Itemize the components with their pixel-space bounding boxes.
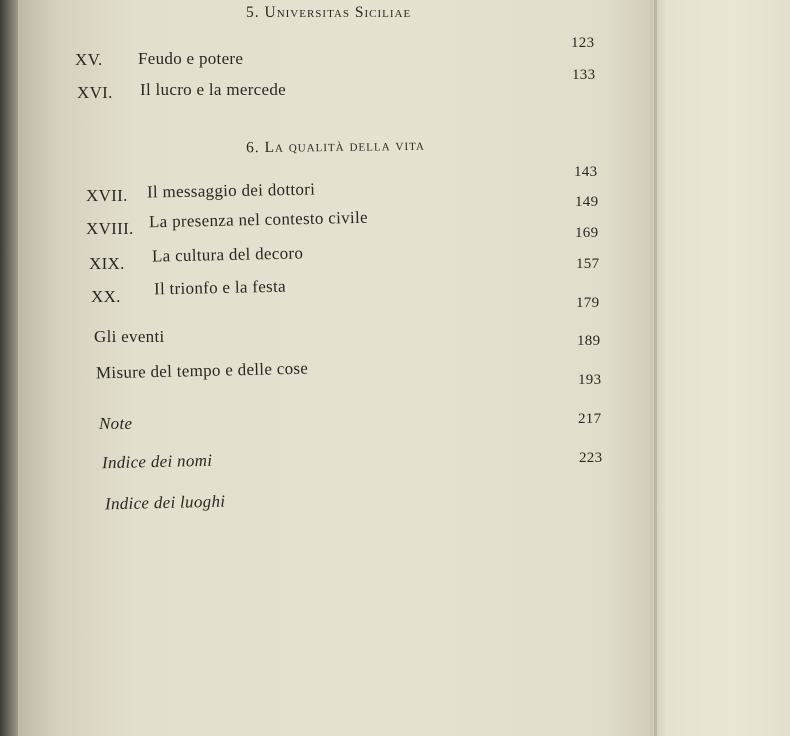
section-heading: 6. La qualità della vita xyxy=(245,136,425,157)
toc-title: Feudo e potere xyxy=(138,49,244,68)
toc-numeral: XVII. xyxy=(86,186,128,205)
toc-numeral: XV. xyxy=(75,50,103,69)
toc-page-number: 189 xyxy=(577,333,601,349)
page-fold xyxy=(654,0,657,736)
toc-page-number: 133 xyxy=(572,67,596,83)
toc-title: Misure del tempo e delle cose xyxy=(95,358,309,383)
toc-numeral: XVI. xyxy=(77,83,113,102)
toc-title: Il messaggio dei dottori xyxy=(146,179,316,202)
toc-title: Note xyxy=(99,414,133,433)
facing-page xyxy=(650,0,790,736)
toc-numeral: XX. xyxy=(91,287,121,306)
toc-page-number: 149 xyxy=(575,194,599,210)
toc-numeral: XIX. xyxy=(89,254,125,273)
section-heading: 5. Universitas Siciliae xyxy=(246,4,412,21)
toc-numeral: XVIII. xyxy=(86,219,134,238)
toc-page-number: 157 xyxy=(576,256,600,272)
toc-page-number: 223 xyxy=(579,450,603,466)
toc-title: Il trionfo e la festa xyxy=(153,276,287,299)
toc-title: Il lucro e la mercede xyxy=(140,80,286,99)
toc-page-number: 179 xyxy=(576,295,600,311)
toc-title: Gli eventi xyxy=(94,327,165,346)
toc-title: Indice dei luoghi xyxy=(104,491,226,514)
toc-page-number: 217 xyxy=(578,411,602,427)
toc-page-number: 123 xyxy=(571,35,595,51)
toc-page-number: 169 xyxy=(575,225,599,241)
toc-title: La presenza nel contesto civile xyxy=(148,207,369,232)
toc-title: La cultura del decoro xyxy=(151,243,304,266)
toc-page-number: 193 xyxy=(578,372,602,388)
toc-title: Indice dei nomi xyxy=(101,450,213,473)
toc-page-number: 143 xyxy=(574,164,598,180)
